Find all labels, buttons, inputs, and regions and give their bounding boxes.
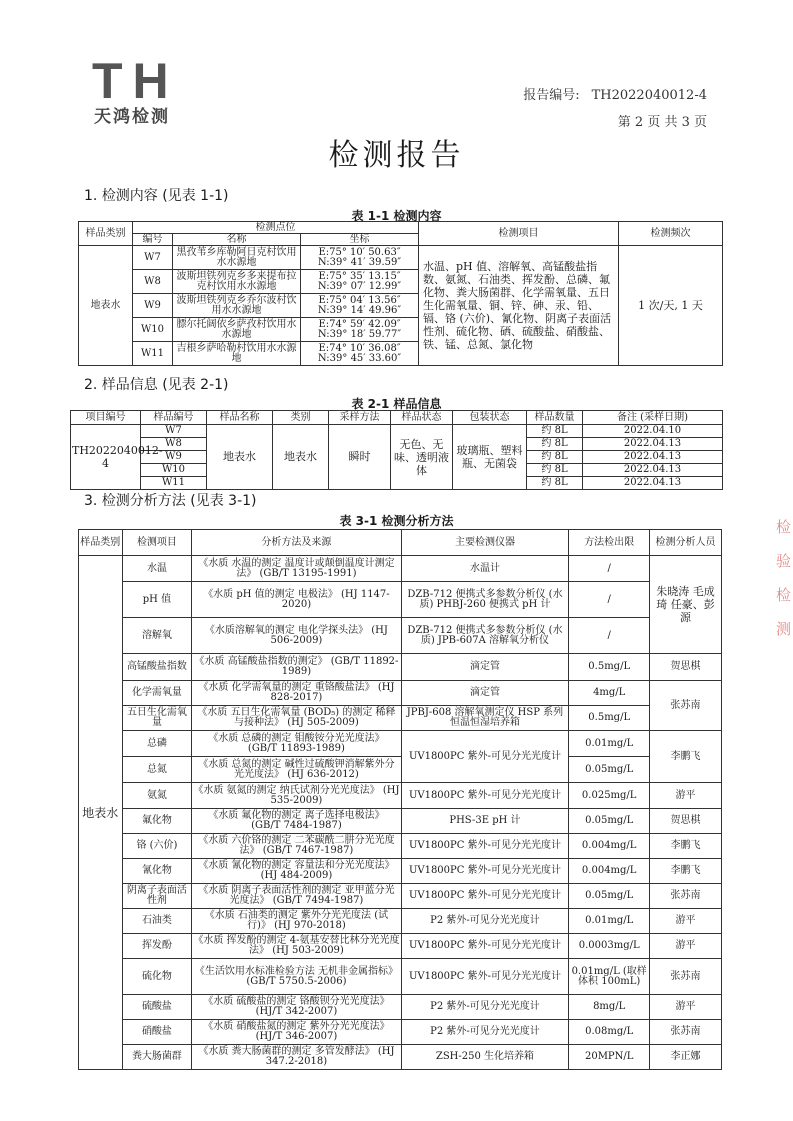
t3-header: 样品类别 — [79, 530, 123, 556]
t1-header-items: 检测项目 — [419, 222, 619, 246]
red-seal-stamp: 检验检测 — [775, 518, 791, 638]
t3-method: 《水质 粪大肠菌群的测定 多管发酵法》 (HJ 347.2-2018) — [192, 1045, 401, 1070]
t3-item: 氨氮 — [122, 783, 192, 809]
section-1-heading: 1. 检测内容 (见表 1-1) — [84, 188, 229, 204]
t3-category: 地表水 — [79, 556, 123, 1070]
t3-limit: / — [569, 556, 650, 582]
table-detection-content — [78, 221, 723, 366]
t3-limit: 0.05mg/L — [569, 809, 650, 834]
t1-coord — [301, 318, 419, 342]
t3-method: 《水质 氰化物的测定 容量法和分光光度法》 (HJ 484-2009) — [192, 859, 401, 884]
t3-person: 游平 — [650, 995, 722, 1020]
t3-item: 五日生化需氧量 — [122, 706, 192, 731]
t3-limit: 0.0003mg/L — [569, 934, 650, 959]
t3-method: 《水质 石油类的测定 紫外分光光度法 (试行)》 (HJ 970-2018) — [192, 909, 401, 934]
t2-header: 样品数量 — [527, 411, 583, 425]
t3-limit: 0.05mg/L — [569, 884, 650, 909]
t1-coord — [301, 294, 419, 318]
t1-header-code: 编号 — [133, 234, 173, 246]
t3-item: 水温 — [122, 556, 192, 582]
t2-code: W7 — [141, 425, 207, 438]
t1-coord-e: E:74° 10′ 36.08″ — [318, 342, 401, 354]
company-logo — [92, 53, 242, 127]
t3-instrument: ZSH-250 生化培养箱 — [401, 1045, 569, 1070]
t3-limit: 8mg/L — [569, 995, 650, 1020]
t3-limit: 0.025mg/L — [569, 783, 650, 809]
t2-date: 2022.04.13 — [583, 477, 723, 490]
t3-person: 张苏南 — [650, 1020, 722, 1045]
t2-qty: 约 8L — [527, 477, 583, 490]
t2-qty: 约 8L — [527, 438, 583, 451]
t3-item: 铬 (六价) — [122, 834, 192, 859]
logo-letters: TH — [92, 53, 179, 109]
t1-name: 吉根乡萨哈勒村饮用水水源地 — [173, 342, 301, 366]
t3-limit: 4mg/L — [569, 681, 650, 706]
t3-method: 《水质 六价铬的测定 二苯碳酰二肼分光光度法》 (GB/T 7467-1987) — [192, 834, 401, 859]
section-3-heading: 3. 检测分析方法 (见表 3-1) — [84, 493, 257, 509]
t3-method: 《水质 总氮的测定 碱性过硫酸钾消解紫外分光光度法》 (HJ 636-2012) — [192, 757, 401, 783]
table-1-caption: 表 1-1 检测内容 — [351, 209, 442, 223]
t3-header: 检测项目 — [122, 530, 192, 556]
t2-header: 包装状态 — [453, 411, 527, 425]
t3-item: pH 值 — [122, 582, 192, 618]
t2-qty: 约 8L — [527, 451, 583, 464]
t3-limit: 0.004mg/L — [569, 834, 650, 859]
t2-code: W8 — [141, 438, 207, 451]
t1-coord-n: N:39° 41′ 39.59″ — [317, 256, 402, 268]
t2-header: 项目编号 — [71, 411, 141, 425]
t3-header: 检测分析人员 — [650, 530, 722, 556]
t2-qty: 约 8L — [527, 464, 583, 477]
t3-limit: / — [569, 618, 650, 654]
t1-code: W7 — [133, 246, 173, 270]
t3-limit: 20MPN/L — [569, 1045, 650, 1070]
t3-method: 《水质 挥发酚的测定 4-氨基安替比林分光光度法》 (HJ 503-2009) — [192, 934, 401, 959]
t3-item: 总磷 — [122, 731, 192, 757]
report-number — [523, 84, 707, 103]
t3-item: 硝酸盐 — [122, 1020, 192, 1045]
t1-code: W11 — [133, 342, 173, 366]
t3-method: 《水质 化学需氧量的测定 重铬酸盐法》 (HJ 828-2017) — [192, 681, 401, 706]
t3-limit: 0.004mg/L — [569, 859, 650, 884]
t2-state: 无色、无味、透明液体 — [391, 425, 453, 490]
t2-header: 采样方法 — [329, 411, 391, 425]
section-2-heading: 2. 样品信息 (见表 2-1) — [84, 377, 229, 393]
report-number-label: 报告编号: — [523, 88, 580, 103]
t3-person: 李鹏飞 — [650, 859, 722, 884]
t3-instrument: DZB-712 便携式多参数分析仪 (水质) PHBJ-260 便携式 pH 计 — [401, 582, 569, 618]
t3-header: 方法检出限 — [569, 530, 650, 556]
t3-limit: 0.01mg/L — [569, 909, 650, 934]
t2-method: 瞬时 — [329, 425, 391, 490]
t3-item: 粪大肠菌群 — [122, 1045, 192, 1070]
t2-name: 地表水 — [207, 425, 273, 490]
t1-coord-e: E:74° 59′ 42.09″ — [318, 318, 401, 330]
t1-name: 黑孜苇乡库勒阿日克村饮用水水源地 — [173, 246, 301, 270]
t3-instrument: UV1800PC 紫外-可见分光光度计 — [401, 934, 569, 959]
t2-date: 2022.04.13 — [583, 451, 723, 464]
t2-date: 2022.04.13 — [583, 438, 723, 451]
t3-limit: 0.01mg/L — [569, 731, 650, 757]
t3-person: 游平 — [650, 934, 722, 959]
t3-instrument: P2 紫外-可见分光光度计 — [401, 909, 569, 934]
t3-instrument: UV1800PC 紫外-可见分光光度计 — [401, 834, 569, 859]
t3-instrument: UV1800PC 紫外-可见分光光度计 — [401, 731, 569, 783]
t3-person: 游平 — [650, 783, 722, 809]
t2-project: TH2022040012-4 — [71, 425, 141, 490]
t1-category: 地表水 — [79, 246, 133, 366]
t1-coord-e: E:75° 35′ 13.15″ — [318, 270, 401, 282]
report-number-value: TH2022040012-4 — [591, 88, 707, 103]
t2-header: 样品名称 — [207, 411, 273, 425]
t1-coord — [301, 246, 419, 270]
t3-instrument: 水温计 — [401, 556, 569, 582]
t3-method: 《水质 硫酸盐的测定 铬酸钡分光光度法》 (HJ/T 342-2007) — [192, 995, 401, 1020]
t3-instrument: UV1800PC 紫外-可见分光光度计 — [401, 884, 569, 909]
t3-instrument: DZB-712 便携式多参数分析仪 (水质) JPB-607A 溶解氧分析仪 — [401, 618, 569, 654]
t1-freq: 1 次/天, 1 天 — [619, 246, 723, 366]
t3-item: 硫化物 — [122, 959, 192, 995]
t3-method: 《水质 氟化物的测定 离子选择电极法》 (GB/T 7484-1987) — [192, 809, 401, 834]
t1-coord-n: N:39° 07′ 12.99″ — [317, 280, 402, 292]
t1-header-category: 样品类别 — [79, 222, 133, 246]
t3-method: 《水质 氨氮的测定 纳氏试剂分光光度法》 (HJ 535-2009) — [192, 783, 401, 809]
t3-person: 张苏南 — [650, 681, 722, 731]
t3-header: 分析方法及来源 — [192, 530, 401, 556]
t2-code: W10 — [141, 464, 207, 477]
t1-coord-e: E:75° 10′ 50.63″ — [318, 246, 401, 258]
t1-name: 膘尔托阔依乡萨孜村饮用水水源地 — [173, 318, 301, 342]
page-title: 检测报告 — [328, 138, 465, 173]
table-2-caption: 表 2-1 样品信息 — [351, 397, 442, 411]
t3-limit: 0.5mg/L — [569, 654, 650, 681]
t3-instrument: UV1800PC 紫外-可见分光光度计 — [401, 959, 569, 995]
t2-date: 2022.04.13 — [583, 464, 723, 477]
t3-item: 高锰酸盐指数 — [122, 654, 192, 681]
table-3-caption: 表 3-1 检测分析方法 — [339, 514, 454, 528]
t3-limit: 0.5mg/L — [569, 706, 650, 731]
t3-person: 李正娜 — [650, 1045, 722, 1070]
t2-date: 2022.04.10 — [583, 425, 723, 438]
t1-coord-n: N:39° 18′ 59.77″ — [317, 328, 402, 340]
t3-person: 游平 — [650, 909, 722, 934]
t2-header: 样品状态 — [391, 411, 453, 425]
t3-instrument: 滴定管 — [401, 681, 569, 706]
t1-code: W9 — [133, 294, 173, 318]
t2-type: 地表水 — [273, 425, 329, 490]
t1-header-freq: 检测频次 — [619, 222, 723, 246]
t2-header: 类别 — [273, 411, 329, 425]
t3-item: 石油类 — [122, 909, 192, 934]
t1-name: 波斯坦铁列克乡乔尔波村饮用水水源地 — [173, 294, 301, 318]
t3-method: 《水质 高锰酸盐指数的测定》 (GB/T 11892-1989) — [192, 654, 401, 681]
t3-item: 化学需氧量 — [122, 681, 192, 706]
t3-method: 《水质 阴离子表面活性剂的测定 亚甲蓝分光光度法》 (GB/T 7494-1987) — [192, 884, 401, 909]
t3-instrument: PHS-3E pH 计 — [401, 809, 569, 834]
logo-name: 天鸿检测 — [94, 107, 170, 127]
t3-item: 氟化物 — [122, 809, 192, 834]
t3-person: 贺思棋 — [650, 809, 722, 834]
t3-person: 张苏南 — [650, 884, 722, 909]
t1-items: 水温、pH 值、溶解氧、高锰酸盐指数、氨氮、石油类、挥发酚、总磷、氟化物、粪大肠菌群、化学需氧量、五日生化需氧量、铜、锌、砷、汞、铅、镉、铬 (六价)、氰化物、阴离子表面活性剂、硫化物、硒、硫酸盐、硝酸盐、铁、锰、总氮、氯化物 — [419, 246, 619, 366]
t3-limit: 0.08mg/L — [569, 1020, 650, 1045]
t1-header-name: 名称 — [173, 234, 301, 246]
t3-limit: 0.01mg/L (取样体积 100mL) — [569, 959, 650, 995]
t3-person: 李鹏飞 — [650, 731, 722, 783]
t1-coord — [301, 342, 419, 366]
table-analysis-methods — [78, 529, 722, 1070]
t3-instrument: 滴定管 — [401, 654, 569, 681]
t1-header-point: 检测点位 — [133, 222, 419, 234]
t3-person: 张苏南 — [650, 959, 722, 995]
t3-item: 氰化物 — [122, 859, 192, 884]
t1-code: W8 — [133, 270, 173, 294]
t3-person: 李鹏飞 — [650, 834, 722, 859]
t3-person: 朱晓涛 毛成琦 任豪、彭源 — [650, 556, 722, 654]
t1-name: 波斯坦铁列克乡多来提布拉克村饮用水水源地 — [173, 270, 301, 294]
t3-item: 溶解氧 — [122, 618, 192, 654]
t3-instrument: UV1800PC 紫外-可见分光光度计 — [401, 783, 569, 809]
t3-item: 挥发酚 — [122, 934, 192, 959]
t3-instrument: UV1800PC 紫外-可见分光光度计 — [401, 859, 569, 884]
t3-limit: 0.05mg/L — [569, 757, 650, 783]
t2-qty: 约 8L — [527, 425, 583, 438]
t1-coord-n: N:39° 45′ 33.60″ — [317, 352, 402, 364]
t2-pack: 玻璃瓶、塑料瓶、无菌袋 — [453, 425, 527, 490]
t1-coord — [301, 270, 419, 294]
t3-header: 主要检测仪器 — [401, 530, 569, 556]
t3-item: 阴离子表面活性剂 — [122, 884, 192, 909]
t3-method: 《水质 总磷的测定 钼酸铵分光光度法》 (GB/T 11893-1989) — [192, 731, 401, 757]
t3-method: 《水质 硝酸盐氮的测定 紫外分光光度法》 (HJ/T 346-2007) — [192, 1020, 401, 1045]
t3-method: 《水质 水温的测定 温度计或颠倒温度计测定法》 (GB/T 13195-1991) — [192, 556, 401, 582]
t2-code: W11 — [141, 477, 207, 490]
t2-header: 备注 (采样日期) — [583, 411, 723, 425]
t3-instrument: P2 紫外-可见分光光度计 — [401, 995, 569, 1020]
t3-method: 《水质 pH 值的测定 电极法》 (HJ 1147-2020) — [192, 582, 401, 618]
t2-header: 样品编号 — [141, 411, 207, 425]
t1-header-coord: 坐标 — [301, 234, 419, 246]
t3-method: 《水质溶解氧的测定 电化学探头法》 (HJ 506-2009) — [192, 618, 401, 654]
t1-code: W10 — [133, 318, 173, 342]
t3-person: 贺思棋 — [650, 654, 722, 681]
t3-limit: / — [569, 582, 650, 618]
page-info: 第 2 页 共 3 页 — [617, 115, 707, 130]
t3-method: 《水质 五日生化需氧量 (BOD₅) 的测定 稀释与接种法》 (HJ 505-2009) — [192, 706, 401, 731]
t3-item: 硫酸盐 — [122, 995, 192, 1020]
t3-instrument: P2 紫外-可见分光光度计 — [401, 1020, 569, 1045]
table-sample-info — [70, 410, 723, 490]
t2-code: W9 — [141, 451, 207, 464]
t3-instrument: JPBJ-608 溶解氧测定仪 HSP 系列 恒温恒湿培养箱 — [401, 706, 569, 731]
t3-item: 总氮 — [122, 757, 192, 783]
t3-method: 《生活饮用水标准检验方法 无机非金属指标》 (GB/T 5750.5-2006) — [192, 959, 401, 995]
t1-coord-e: E:75° 04′ 13.56″ — [318, 294, 401, 306]
t1-coord-n: N:39° 14′ 49.96″ — [317, 304, 402, 316]
